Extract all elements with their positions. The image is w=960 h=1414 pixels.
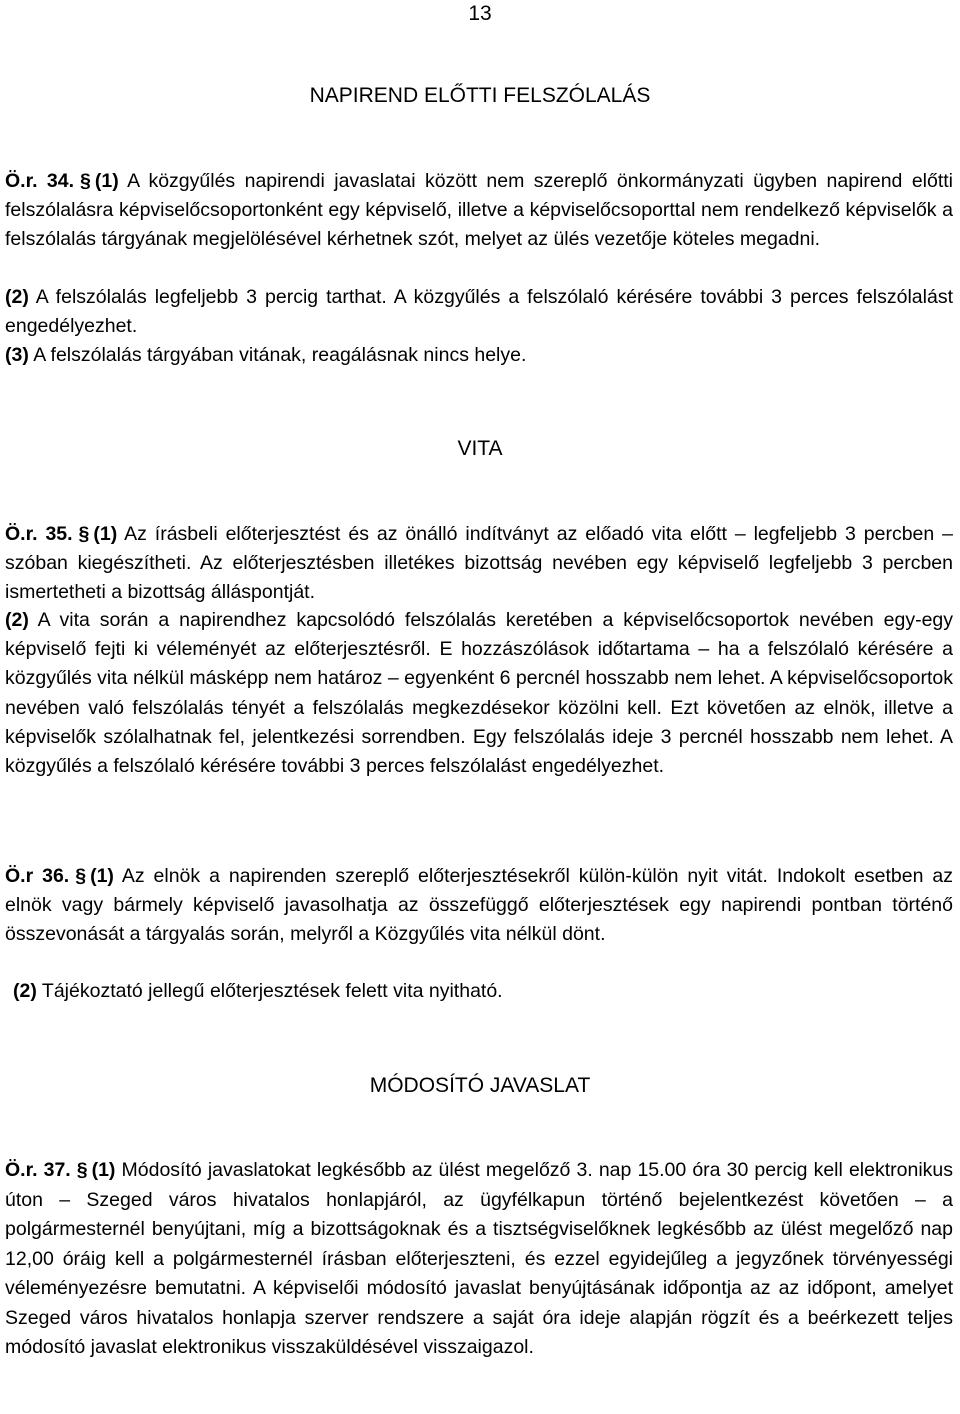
section-34-paragraph-2 <box>5 283 953 341</box>
paragraph-number: (1) <box>93 523 118 545</box>
section-36-paragraph-1 <box>5 862 953 950</box>
paragraph-number: (2) <box>5 286 29 308</box>
section-symbol: § <box>78 523 90 545</box>
paragraph-number: (3) <box>5 344 29 366</box>
paragraph-text: Az elnök a napirenden szereplő előterjesztésekről külön-külön nyit vitát. Indokolt esetben az elnök vagy bármely képviselő javasolhatja az összefüggő előterjesztések egy napirendi pontban történő összevonását a tárgyalás során, melyről a Közgyűlés vita nélkül dönt. <box>5 865 953 946</box>
paragraph-number: (2) <box>13 980 37 1002</box>
section-35-label: Ö.r. 35. <box>5 523 73 545</box>
section-34-paragraph-3 <box>5 341 953 370</box>
paragraph-text: Módosító javaslatokat legkésőbb az ülést megelőző 3. nap 15.00 óra 30 percig kell elektronikus úton – Szeged város hivatalos honlapjáról, az ügyfélkapun történő bejelentkezést követően – a polgármesternél benyújtani, míg a bizottságoknak és a tisztségviselőknek legkésőbb az ülést megelőző nap 12,00 óráig kell a polgármesternél írásban előterjeszteni, és ezzel egyidejűleg a jegyzőnek törvényességi véleményezésre bemutatni. A képviselői módosító javaslat benyújtásának időpontja az az időpont, amelyet Szeged város hivatalos honlapja szerver rendszere a saját óra ideje alapján rögzít és a beérkezett teljes módosító javaslat elektronikus visszaküldésével visszaigazol. <box>5 1159 953 1358</box>
paragraph-text: Az írásbeli előterjesztést és az önálló indítványt az előadó vita előtt – legfeljebb 3 percben – szóban kiegészítheti. Az előterjesztésben illetékes bizottság nevében egy képviselő legfeljebb 3 percben ismertetheti a bizottság álláspontját. <box>5 523 954 604</box>
heading-vita: VITA <box>457 437 503 460</box>
paragraph-number: (2) <box>5 609 29 631</box>
section-37-paragraph-1 <box>5 1156 953 1363</box>
page-number: 13 <box>468 2 492 25</box>
paragraph-number: (1) <box>91 1159 116 1181</box>
section-34-paragraph-1 <box>5 167 953 255</box>
section-37-label: Ö.r. 37. <box>5 1159 71 1181</box>
section-35-paragraph-2 <box>5 606 953 781</box>
heading-napirend-elotti: NAPIREND ELŐTTI FELSZÓLALÁS <box>309 84 651 107</box>
paragraph-text: A felszólalás legfeljebb 3 percig tarthat. A közgyűlés a felszólaló kérésére további 3 perces felszólalást engedélyezhet. <box>5 286 953 338</box>
paragraph-text: Tájékoztató jellegű előterjesztések felett vita nyitható. <box>41 980 503 1002</box>
section-34-label: Ö.r. 34. <box>5 170 75 192</box>
paragraph-number: (1) <box>90 865 114 887</box>
section-35-paragraph-1 <box>5 520 953 608</box>
paragraph-text: A vita során a napirendhez kapcsolódó felszólalás keretében a képviselőcsoportok nevében egy-egy képviselő fejti ki véleményét az előterjesztésről. E hozzászólások időtartama – ha a felszólaló kérésére a közgyűlés vita nélkül másképp nem határoz – egyenként 6 percnél hosszabb nem lehet. A képviselőcsoportok nevében való felszólalás tényét a felszólalás megkezdésekor közölni kell. Ezt követően az elnök, illetve a képviselők szólalhatnak fel, jelentkezési sorrendben. Egy felszólalás ideje 3 percnél hosszabb nem lehet. A közgyűlés a felszólaló kérésére további 3 perces felszólalást engedélyezhet. <box>5 609 954 778</box>
paragraph-text: A közgyűlés napirendi javaslatai között nem szereplő önkormányzati ügyben napirend előtti felszólalásra képviselőcsoportonként egy képviselő, illetve a képviselőcsoporttal nem rendelkező képviselők a felszólalás tárgyának megjelölésével kérhetnek szót, melyet az ülés vezetője köteles megadni. <box>5 170 954 251</box>
paragraph-number: (1) <box>94 170 119 192</box>
section-symbol: § <box>75 865 87 887</box>
section-symbol: § <box>76 1159 88 1181</box>
section-36-paragraph-2 <box>5 977 960 1006</box>
paragraph-text: A felszólalás tárgyában vitának, reagálásnak nincs helye. <box>33 344 527 366</box>
section-symbol: § <box>80 170 91 192</box>
heading-modosito-javaslat: MÓDOSÍTÓ JAVASLAT <box>369 1074 591 1097</box>
section-36-label: Ö.r 36. <box>5 865 70 887</box>
